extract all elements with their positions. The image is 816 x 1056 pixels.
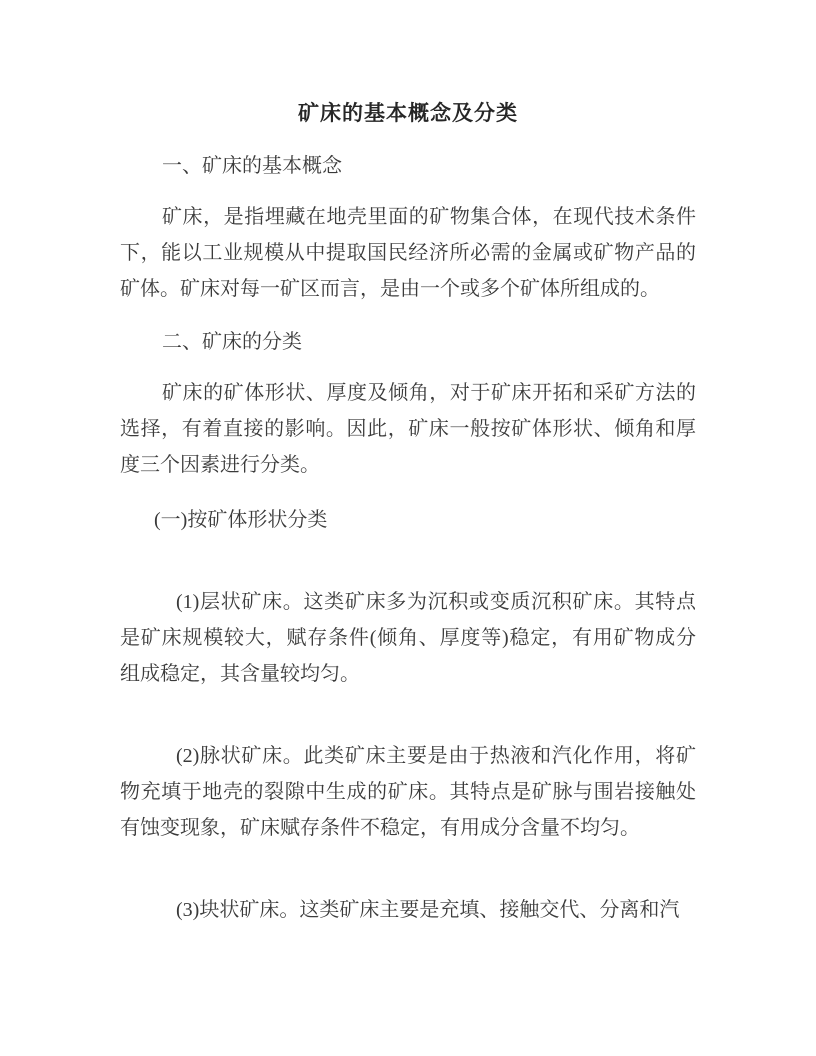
text-line: 有蚀变现象，矿床赋存条件不稳定，有用成分含量不均匀。 [120,817,640,839]
text-line: (3)块状矿床。这类矿床主要是充填、接触交代、分离和汽 [176,899,680,921]
text-line: 下，能以工业规模从中提取国民经济所必需的金属或矿物产品的 [120,242,696,264]
text-line: (2)脉状矿床。此类矿床主要是由于热液和汽化作用，将矿 [176,745,696,767]
text-line: (一)按矿体形状分类 [154,509,328,531]
text-line: 选择，有着直接的影响。因此，矿床一般按矿体形状、倾角和厚 [120,418,696,440]
text-line: (1)层状矿床。这类矿床多为沉积或变质沉积矿床。其特点 [176,591,696,613]
subsection-by-shape-heading [120,502,696,538]
para-bedded-deposits [120,584,696,692]
para-vein-deposits [120,738,696,846]
text-line: 矿床的矿体形状、厚度及倾角，对于矿床开拓和采矿方法的 [162,382,696,404]
document-title: 矿床的基本概念及分类 [298,101,518,125]
text-line: 度三个因素进行分类。 [120,454,320,476]
text-line: 一、矿床的基本概念 [162,155,342,177]
text-line: 二、矿床的分类 [162,331,302,353]
section-1-heading [120,148,696,184]
para-classification-intro [120,375,696,483]
para-massive-deposits [120,892,696,928]
text-line: 是矿床规模较大，赋存条件(倾角、厚度等)稳定，有用矿物成分 [120,627,696,649]
section-2-heading [120,324,696,360]
text-line: 矿床，是指埋藏在地壳里面的矿物集合体，在现代技术条件 [162,206,696,228]
text-line: 矿体。矿床对每一矿区而言，是由一个或多个矿体所组成的。 [120,278,660,300]
text-line: 物充填于地壳的裂隙中生成的矿床。其特点是矿脉与围岩接触处 [120,781,696,803]
document-body [120,148,696,928]
para-deposit-definition [120,199,696,307]
text-line: 组成稳定，其含量较均匀。 [120,663,360,685]
